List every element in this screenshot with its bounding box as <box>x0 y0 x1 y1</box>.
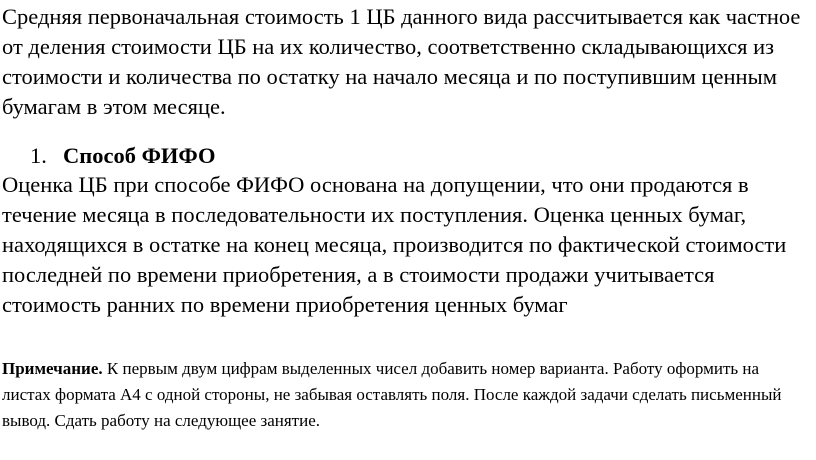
section-heading <box>30 141 216 171</box>
note-paragraph <box>2 356 812 434</box>
intro-paragraph: Средняя первоначальная стоимость 1 ЦБ данного вида рассчитывается как частное от деления стоимости ЦБ на их количество, соответственно складывающихся из стоимости и количества по остатку на начало месяца и по поступившим ценным бумагам в этом месяце. <box>2 4 801 119</box>
section-title: Способ ФИФО <box>63 143 216 168</box>
note-text: К первым двум цифрам выделенных чисел добавить номер варианта. Работу оформить на листах формата А4 с одной стороны, не забывая оставлять поля. После каждой задачи сделать письменный вывод. Сдать работу на следующее занятие. <box>2 359 782 430</box>
note-label: Примечание. <box>2 359 103 378</box>
section-number: 1. <box>30 143 47 168</box>
fifo-paragraph: Оценка ЦБ при способе ФИФО основана на допущении, что они продаются в течение месяца в последовательности их поступления. Оценка ценных бумаг, находящихся в остатке на конец месяца, производится по фактической стоимости последней по времени приобретения, а в стоимости продажи учитывается стоимость ранних по времени приобретения ценных бумаг <box>2 172 787 317</box>
